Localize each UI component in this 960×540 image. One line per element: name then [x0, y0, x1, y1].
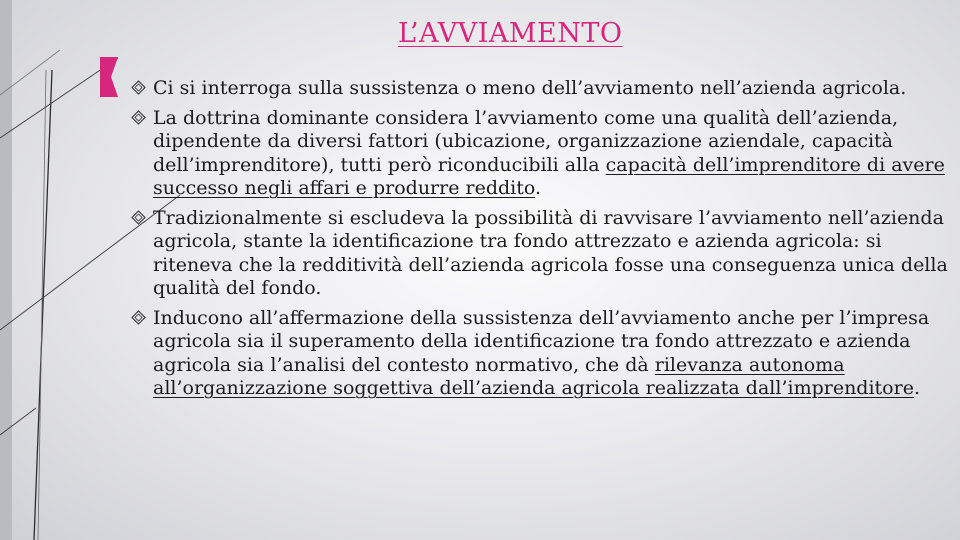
- bullet-text: Ci si interroga sulla sussistenza o meno dell’avviamento nell’azienda agricola.: [153, 77, 907, 99]
- pink-accent-tab: [100, 57, 118, 97]
- bullet-item: [128, 107, 948, 201]
- bullet-list: [128, 77, 948, 407]
- bullet-item: [128, 77, 948, 101]
- bullet-text: Tradizionalmente si escludeva la possibilità di ravvisare l’avviamento nell’azienda agricola, stante la identificazione tra fondo attrezzato e azienda agricola: si riteneva che la redditività dell’azienda agricola fosse una conseguenza unica della qualità del fondo.: [153, 206, 948, 299]
- decor-line-vertical-thin: [38, 70, 46, 540]
- bullet-text-end: .: [913, 377, 920, 399]
- diamond-bullet-icon: [131, 210, 146, 225]
- underlined-text: capacità dell’imprenditore di avere successo negli affari e produrre reddito: [153, 153, 945, 199]
- diamond-bullet-icon: [131, 80, 146, 95]
- diamond-bullet-icon: [131, 110, 146, 125]
- bullet-text: La dottrina dominante considera l’avviamento come una qualità dell’azienda, dipendente da diversi fattori (ubicazione, organizzazione aziendale, capacità dell’imprenditore), tutti però riconducibili alla: [153, 106, 899, 176]
- bullet-item: [128, 307, 948, 401]
- bullet-item: [128, 207, 948, 301]
- slide-title: L’AVVIAMENTO: [398, 18, 623, 49]
- decor-line-diagonal: [0, 408, 36, 435]
- underlined-text: rilevanza autonoma all’organizzazione soggettiva dell’azienda agricola realizzata dall’imprenditore: [153, 353, 914, 399]
- bullet-text: Inducono all’affermazione della sussistenza dell’avviamento anche per l’impresa agricola sia il superamento della identificazione tra fondo attrezzato e azienda agricola sia l’analisi del contesto normativo, che dà: [153, 306, 930, 376]
- bullet-text-end: .: [534, 177, 542, 199]
- diamond-bullet-icon: [131, 310, 146, 325]
- decor-line-vertical: [34, 70, 52, 540]
